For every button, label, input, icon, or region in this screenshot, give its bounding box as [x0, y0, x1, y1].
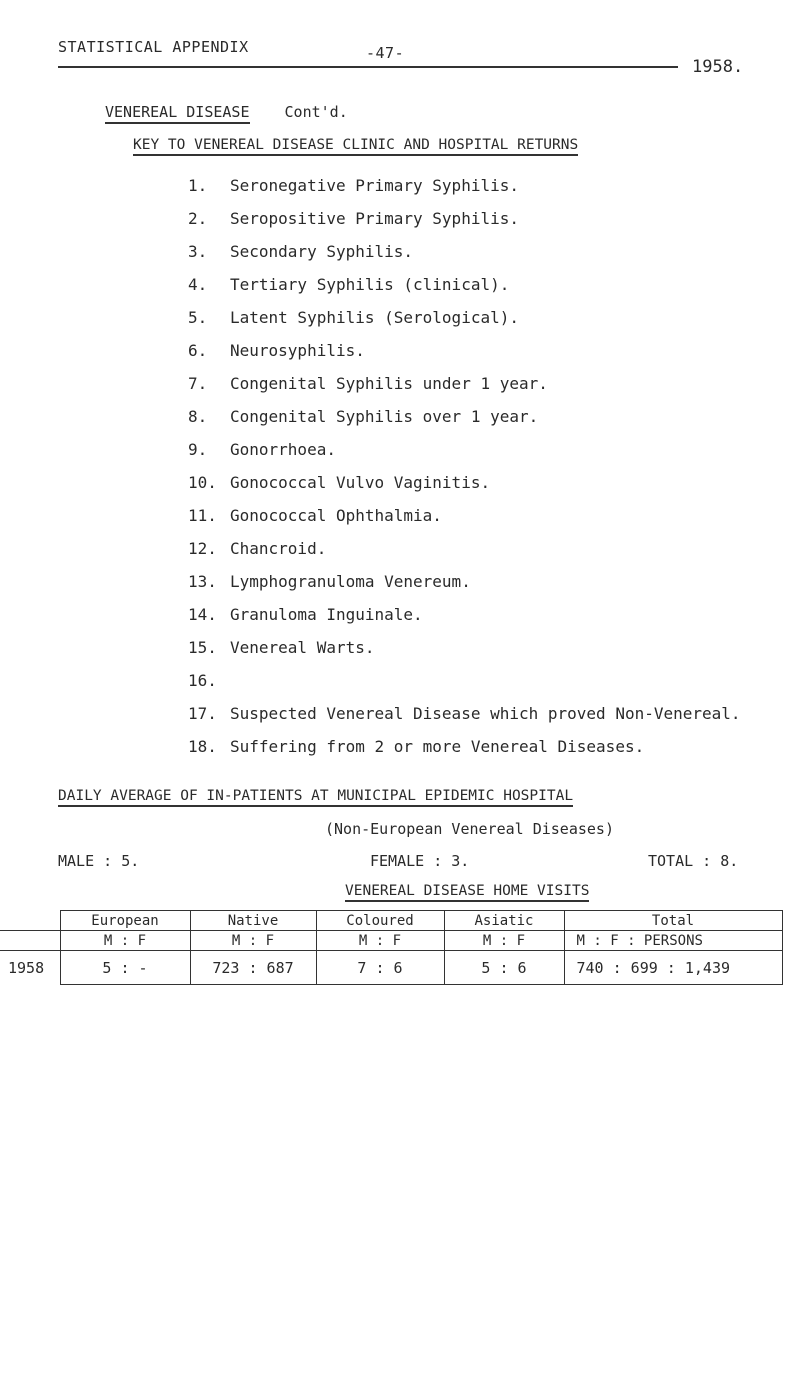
col-total: Total [564, 911, 782, 931]
subheading-continued: Cont'd. [284, 103, 348, 121]
subhead-native: M : F [190, 931, 316, 951]
table-subheader-row [0, 931, 782, 951]
table-row [0, 951, 782, 985]
subhead-coloured: M : F [316, 931, 444, 951]
key-item: 16. [188, 671, 217, 690]
table-corner [0, 931, 60, 951]
home-visits-title: VENEREAL DISEASE HOME VISITS [345, 883, 589, 902]
key-item: 13. Lymphogranuloma Venereum. [188, 572, 471, 591]
daily-average-total: TOTAL : 8. [648, 852, 739, 870]
key-item: 18. Suffering from 2 or more Venereal Diseases. [188, 737, 645, 756]
key-item: 2. Seropositive Primary Syphilis. [188, 209, 519, 228]
subheading [105, 103, 348, 121]
daily-average-female: FEMALE : 3. [370, 852, 470, 870]
subhead-total: M : F : PERSONS [564, 931, 782, 951]
value-native: 723 : 687 [190, 951, 316, 985]
key-title: KEY TO VENEREAL DISEASE CLINIC AND HOSPITAL RETURNS [133, 137, 578, 156]
col-coloured: Coloured [316, 911, 444, 931]
key-item: 5. Latent Syphilis (Serological). [188, 308, 519, 327]
value-asiatic: 5 : 6 [444, 951, 564, 985]
col-native: Native [190, 911, 316, 931]
header-rule [58, 66, 678, 68]
daily-average-subtitle: (Non-European Venereal Diseases) [325, 820, 614, 838]
value-total: 740 : 699 : 1,439 [564, 951, 782, 985]
col-european: European [60, 911, 190, 931]
row-year: 1958 [0, 951, 60, 985]
key-item: 7. Congenital Syphilis under 1 year. [188, 374, 548, 393]
page-year: 1958. [692, 57, 744, 77]
key-item: 10. Gonococcal Vulvo Vaginitis. [188, 473, 491, 492]
key-item: 12. Chancroid. [188, 539, 327, 558]
key-item: 9. Gonorrhoea. [188, 440, 336, 459]
key-item: 17. Suspected Venereal Disease which proved Non-Venereal. [188, 704, 741, 723]
key-item: 1. Seronegative Primary Syphilis. [188, 176, 519, 195]
page-number: -47- [366, 44, 405, 62]
table-corner [0, 911, 60, 931]
key-item: 3. Secondary Syphilis. [188, 242, 414, 261]
daily-average-title: DAILY AVERAGE OF IN-PATIENTS AT MUNICIPAL EPIDEMIC HOSPITAL [58, 788, 573, 807]
table-header-row [0, 911, 782, 931]
key-item: 15. Venereal Warts. [188, 638, 375, 657]
value-european: 5 : - [60, 951, 190, 985]
key-item: 4. Tertiary Syphilis (clinical). [188, 275, 510, 294]
subheading-title: VENEREAL DISEASE [105, 103, 250, 124]
key-item: 8. Congenital Syphilis over 1 year. [188, 407, 539, 426]
key-item: 6. Neurosyphilis. [188, 341, 365, 360]
value-coloured: 7 : 6 [316, 951, 444, 985]
subhead-asiatic: M : F [444, 931, 564, 951]
subhead-european: M : F [60, 931, 190, 951]
section-title: STATISTICAL APPENDIX [58, 38, 249, 56]
daily-average-male: MALE : 5. [58, 852, 140, 870]
col-asiatic: Asiatic [444, 911, 564, 931]
key-item: 14. Granuloma Inguinale. [188, 605, 423, 624]
key-item: 11. Gonococcal Ophthalmia. [188, 506, 442, 525]
home-visits-table [0, 910, 783, 985]
